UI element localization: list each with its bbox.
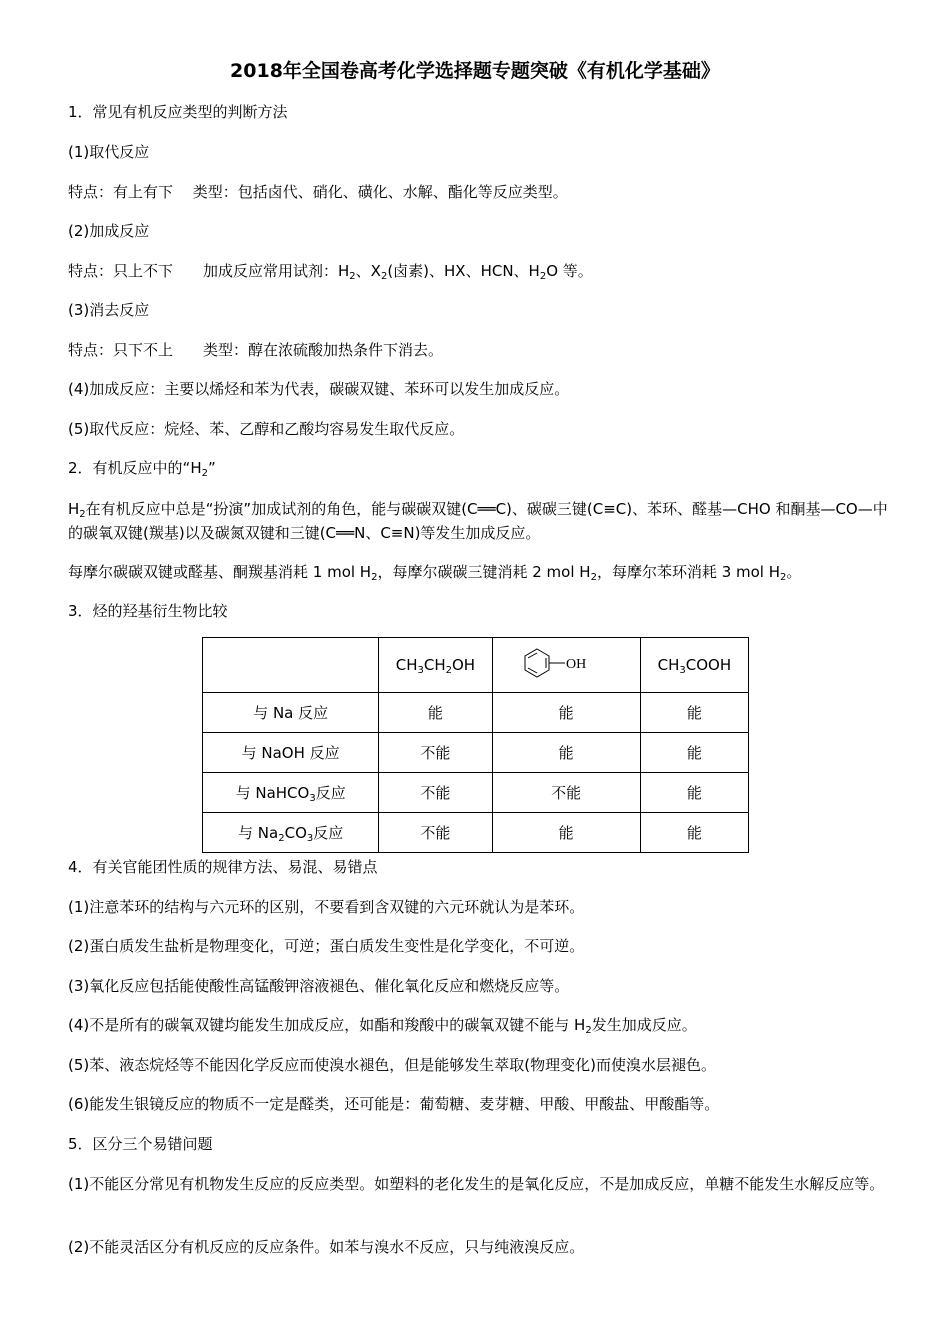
section-3-heading: 3．烃的羟基衍生物比较	[68, 602, 228, 620]
phenol-structure-icon	[511, 645, 621, 681]
subscript: 2	[371, 572, 378, 583]
s4-p1: (1)注意苯环的结构与六元环的区别，不要看到含双键的六元环就认为是苯环。	[68, 898, 585, 916]
subscript: 2	[590, 572, 597, 583]
row-label: 与 Na 反应	[203, 693, 379, 733]
subscript: 2	[445, 665, 452, 676]
s5-p2: (2)不能灵活区分有机反应的反应条件。如苯与溴水不反应，只与纯液溴反应。	[68, 1238, 585, 1256]
phenol-oh-label: OH	[566, 657, 587, 672]
table-cell: 能	[640, 733, 748, 773]
s5-p1: (1)不能区分常见有机物发生反应的反应类型。如塑料的老化发生的是氧化反应，不是加成反应，单糖不能发生水解反应等。	[68, 1175, 885, 1193]
section-2-heading	[68, 457, 888, 479]
s4-p2: (2)蛋白质发生盐析是物理变化，可逆；蛋白质发生变性是化学变化，不可逆。	[68, 937, 585, 955]
s1-p1: (1)取代反应	[68, 143, 150, 161]
s2-paragraph-2	[68, 561, 888, 583]
text: CH	[395, 656, 418, 674]
table-cell: 能	[640, 693, 748, 733]
text: 、X	[355, 262, 381, 280]
header-phenol	[492, 638, 640, 693]
subscript: 2	[201, 468, 208, 479]
text: (卤素)、HX、HCN、H	[387, 262, 540, 280]
header-empty-cell	[203, 638, 379, 693]
section-5-heading: 5．区分三个易错问题	[68, 1135, 213, 1153]
subscript: 3	[417, 665, 424, 676]
subscript: 3	[309, 793, 316, 804]
s4-p3: (3)氧化反应包括能使酸性高锰酸钾溶液褪色、催化氧化反应和燃烧反应等。	[68, 977, 570, 995]
subscript: 2	[349, 271, 356, 282]
row-label	[203, 813, 379, 853]
subscript: 2	[380, 271, 388, 282]
section-4-heading: 4．有关官能团性质的规律方法、易混、易错点	[68, 858, 378, 876]
table-row	[203, 773, 749, 813]
table-cell: 能	[492, 693, 640, 733]
header-ethanol	[379, 638, 492, 693]
table-cell: 不能	[492, 773, 640, 813]
text: ”	[207, 459, 216, 477]
text: ，每摩尔碳碳三键消耗 2 mol H	[377, 563, 591, 581]
page-title: 2018年全国卷高考化学选择题专题突破《有机化学基础》	[230, 60, 720, 82]
table-cell: 能	[492, 733, 640, 773]
s1-p2: (2)加成反应	[68, 222, 150, 240]
row-label	[203, 773, 379, 813]
text: ，每摩尔苯环消耗 3 mol H	[596, 563, 781, 581]
table-header-row	[203, 638, 749, 693]
subscript: 2	[278, 833, 285, 844]
text: 发生加成反应。	[591, 1016, 697, 1034]
text: O 等。	[546, 262, 593, 280]
header-acetic-acid	[640, 638, 748, 693]
s1-p2-features	[68, 260, 888, 282]
table-cell: 不能	[379, 813, 492, 853]
text: CO	[284, 824, 307, 842]
table-cell: 能	[640, 813, 748, 853]
subscript: 2	[79, 509, 86, 520]
row-label: 与 NaOH 反应	[203, 733, 379, 773]
text: CH	[657, 656, 680, 674]
s4-p5: (5)苯、液态烷烃等不能因化学反应而使溴水褪色，但是能够发生萃取(物理变化)而使溴水层褪色。	[68, 1056, 716, 1074]
text: 在有机反应中总是“扮演”加成试剂的角色，能与碳碳双键(C══C)、碳碳三键(C≡C)、苯环、醛基—CHO 和酮基—CO—中的碳氧双键(羰基)以及碳氮双键和三键(C══N、C≡N)等发生加成反应。	[68, 500, 888, 542]
table-cell: 不能	[379, 773, 492, 813]
text: 。	[786, 563, 802, 581]
table-cell: 不能	[379, 733, 492, 773]
s1-p4: (4)加成反应：主要以烯烃和苯为代表，碳碳双键、苯环可以发生加成反应。	[68, 380, 570, 398]
text: (4)不是所有的碳氧双键均能发生加成反应，如酯和羧酸中的碳氧双键不能与 H	[68, 1016, 586, 1034]
text: 每摩尔碳碳双键或醛基、酮羰基消耗 1 mol H	[68, 563, 372, 581]
subscript: 2	[539, 271, 547, 282]
text: 与 NaHCO	[235, 784, 310, 802]
subscript: 3	[679, 665, 686, 676]
text: 反应	[315, 784, 346, 802]
table-row	[203, 733, 749, 773]
table-row	[203, 813, 749, 853]
table-cell: 能	[640, 773, 748, 813]
s1-p5: (5)取代反应：烷烃、苯、乙醇和乙酸均容易发生取代反应。	[68, 420, 465, 438]
text: 反应	[313, 824, 344, 842]
text: 2．有机反应中的“H	[68, 459, 202, 477]
text: 特点：只上不下 加成反应常用试剂：H	[68, 262, 350, 280]
subscript: 2	[585, 1025, 592, 1036]
text: H	[68, 500, 80, 518]
s1-p3: (3)消去反应	[68, 301, 150, 319]
subscript: 2	[780, 572, 787, 583]
table-cell: 能	[379, 693, 492, 733]
s1-p1-features: 特点：有上有下 类型：包括卤代、硝化、磺化、水解、酯化等反应类型。	[68, 183, 568, 201]
text: OH	[452, 656, 476, 674]
s4-p6: (6)能发生银镜反应的物质不一定是醛类，还可能是：葡萄糖、麦芽糖、甲酸、甲酸盐、甲酸酯等。	[68, 1095, 720, 1113]
text: CH	[423, 656, 446, 674]
section-1-heading: 1．常见有机反应类型的判断方法	[68, 103, 288, 121]
s4-p4	[68, 1014, 888, 1036]
text: 与 Na	[238, 824, 279, 842]
s1-p3-features: 特点：只下不上 类型：醇在浓硫酸加热条件下消去。	[68, 341, 444, 359]
s2-paragraph-1	[68, 497, 890, 545]
table-cell: 能	[492, 813, 640, 853]
text: COOH	[685, 656, 732, 674]
table-row	[203, 693, 749, 733]
subscript: 3	[306, 833, 314, 844]
hydroxyl-comparison-table	[202, 637, 749, 853]
